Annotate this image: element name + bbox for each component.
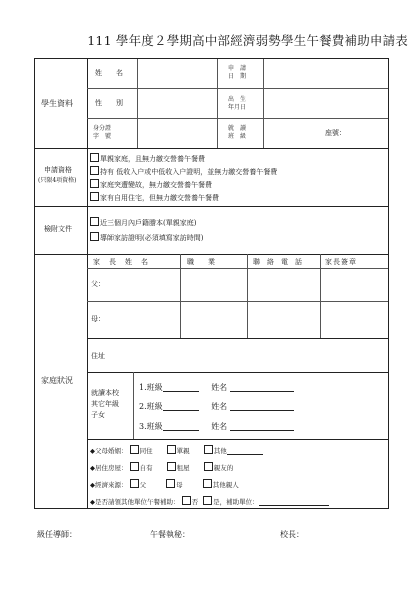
id-label-1: 身分證 <box>93 125 112 132</box>
sibling-1-name-field[interactable] <box>230 383 294 392</box>
header-occupation: 職 業 <box>187 258 215 266</box>
apply-date-label-2: 日 期 <box>228 73 247 80</box>
checkbox[interactable] <box>182 496 191 505</box>
tutor-signature-label: 級任導師： <box>37 530 77 539</box>
checkbox[interactable] <box>166 479 175 488</box>
apply-date-label-1: 申 請 <box>228 65 247 72</box>
siblings-label-1: 就讀本校 <box>91 389 119 397</box>
birth-date-field[interactable] <box>264 89 387 117</box>
seat-label: 座號： <box>325 129 346 137</box>
class-label-1: 就 讀 <box>228 125 247 132</box>
qualification-sublabel: (只限4項資格) <box>38 177 77 184</box>
other-subsidy-row: ◆是否請領其他單位午餐補助： 否 是，補助單位： <box>90 496 329 506</box>
checkbox[interactable] <box>90 153 99 162</box>
qualification-option-4[interactable]: 家有自用住宅，但無力繳交營養午餐費 <box>90 192 219 203</box>
marriage-row: ◆父母婚姻： 同住 單親 其他 <box>90 445 263 455</box>
checkbox[interactable] <box>167 462 176 471</box>
housing-row: ◆居住房屋： 自有 租屋 親友的 <box>90 464 234 472</box>
id-label-2: 字 號 <box>93 133 112 140</box>
application-form <box>34 58 389 509</box>
qualification-option-1[interactable]: 單親家庭，且無力繳交營養午餐費 <box>90 153 205 164</box>
attachments-label: 檢附文件 <box>44 225 72 233</box>
gender-field[interactable] <box>138 89 216 117</box>
family-section-label: 家庭狀況 <box>41 376 73 385</box>
checkbox[interactable] <box>130 462 139 471</box>
gender-label: 性 別 <box>95 99 123 107</box>
sibling-row-2: 2.班級 姓名 <box>139 402 294 411</box>
checkbox[interactable] <box>130 479 139 488</box>
marriage-other-field[interactable] <box>227 448 263 455</box>
checkbox[interactable] <box>90 192 99 201</box>
sibling-2-name-field[interactable] <box>230 402 294 411</box>
siblings-label-3: 子女 <box>91 411 105 419</box>
subsidy-unit-field[interactable] <box>259 499 329 506</box>
siblings-label-2: 其它年級 <box>91 400 119 408</box>
form-title: 111 學年度２學期高中部經濟弱勢學生午餐費補助申請表 <box>87 33 408 48</box>
birth-label-1: 出 生 <box>228 96 247 103</box>
birth-label-2: 年月日 <box>228 104 247 111</box>
sibling-2-class-field[interactable] <box>163 402 199 411</box>
checkbox[interactable] <box>90 166 99 175</box>
name-label: 姓 名 <box>95 69 123 77</box>
sibling-3-name-field[interactable] <box>230 422 294 431</box>
address-field[interactable] <box>110 340 386 371</box>
checkbox[interactable] <box>203 496 212 505</box>
checkbox[interactable] <box>90 232 99 241</box>
class-label-2: 班 級 <box>228 133 247 140</box>
name-field[interactable] <box>138 60 216 87</box>
father-label: 父： <box>91 280 105 288</box>
checkbox[interactable] <box>204 462 213 471</box>
income-row: ◆經濟來源： 父 母 其他親人 <box>90 481 239 489</box>
header-parent-name: 家 長 姓 名 <box>93 258 149 266</box>
qualification-option-2[interactable]: 持有 低收入户或中低收入户證明，並無力繳交營養午餐費 <box>90 166 277 177</box>
checkbox[interactable] <box>167 445 176 454</box>
sibling-1-class-field[interactable] <box>163 383 199 392</box>
header-phone: 聯 絡 電 話 <box>253 258 302 266</box>
lunch-secretary-signature-label: 午餐執秘： <box>150 530 190 539</box>
attachment-option-1[interactable]: 近三個月內戶籍謄本(單親家庭) <box>90 217 196 228</box>
header-parent-signature: 家長簽章 <box>325 258 357 266</box>
address-label: 住址 <box>91 352 105 360</box>
sibling-row-3: 3.班級 姓名 <box>139 422 294 431</box>
mother-label: 母： <box>91 315 105 323</box>
principal-signature-label: 校長： <box>280 530 304 539</box>
checkbox[interactable] <box>130 445 139 454</box>
checkbox[interactable] <box>90 217 99 226</box>
attachment-option-2[interactable]: 導師家訪證明(必須填寫家訪時間) <box>90 232 203 243</box>
checkbox[interactable] <box>90 179 99 188</box>
checkbox[interactable] <box>203 479 212 488</box>
class-field[interactable] <box>264 119 324 147</box>
father-name-field[interactable] <box>105 269 179 300</box>
mother-name-field[interactable] <box>105 302 179 337</box>
qualification-option-3[interactable]: 家庭突遭變故，無力繳交營養午餐費 <box>90 179 212 190</box>
sibling-row-1: 1.班級 姓名 <box>139 383 294 392</box>
checkbox[interactable] <box>204 445 213 454</box>
id-number-field[interactable] <box>138 119 216 147</box>
sibling-3-class-field[interactable] <box>163 422 199 431</box>
apply-date-field[interactable] <box>264 60 387 87</box>
student-section-label: 學生資料 <box>41 99 73 108</box>
qualification-label: 申請資格 <box>44 166 72 174</box>
